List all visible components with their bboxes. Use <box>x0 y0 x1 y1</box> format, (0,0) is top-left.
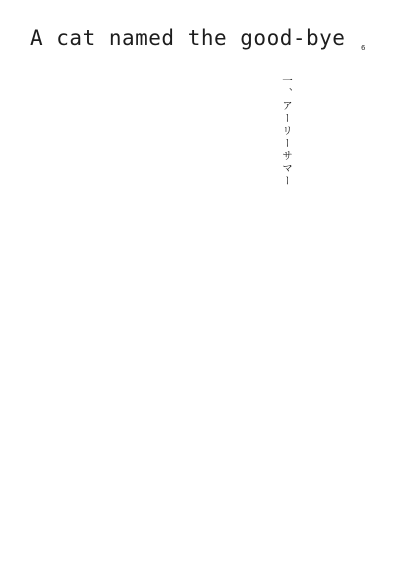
upper-text-block <box>0 75 400 315</box>
text-column <box>365 326 377 552</box>
text-column <box>211 326 223 552</box>
text-column <box>253 75 265 315</box>
text-column <box>351 326 363 552</box>
text-column <box>43 75 55 315</box>
text-column <box>239 326 251 552</box>
text-column <box>197 75 209 315</box>
page-header <box>30 26 370 58</box>
text-column <box>57 75 69 315</box>
text-column <box>309 326 321 552</box>
text-column <box>225 326 237 552</box>
text-column <box>127 75 139 315</box>
text-column <box>99 75 111 315</box>
page-number: 6 <box>361 44 366 52</box>
work-title: A cat named the good-bye <box>30 26 346 50</box>
text-column <box>253 326 265 552</box>
text-column <box>225 75 237 315</box>
text-column <box>211 75 223 315</box>
text-column <box>169 75 181 315</box>
text-column <box>155 75 167 315</box>
text-column <box>197 326 209 552</box>
text-column <box>71 75 83 315</box>
text-column <box>281 326 293 552</box>
text-column <box>85 75 97 315</box>
text-column <box>295 326 307 552</box>
text-column <box>323 326 335 552</box>
text-column <box>183 75 195 315</box>
text-column <box>113 75 125 315</box>
chapter-heading: 一、アーリーサマー <box>281 75 293 188</box>
text-column <box>239 75 251 315</box>
lower-text-block <box>0 326 400 552</box>
text-column <box>267 326 279 552</box>
text-column <box>337 326 349 552</box>
text-column <box>141 75 153 315</box>
